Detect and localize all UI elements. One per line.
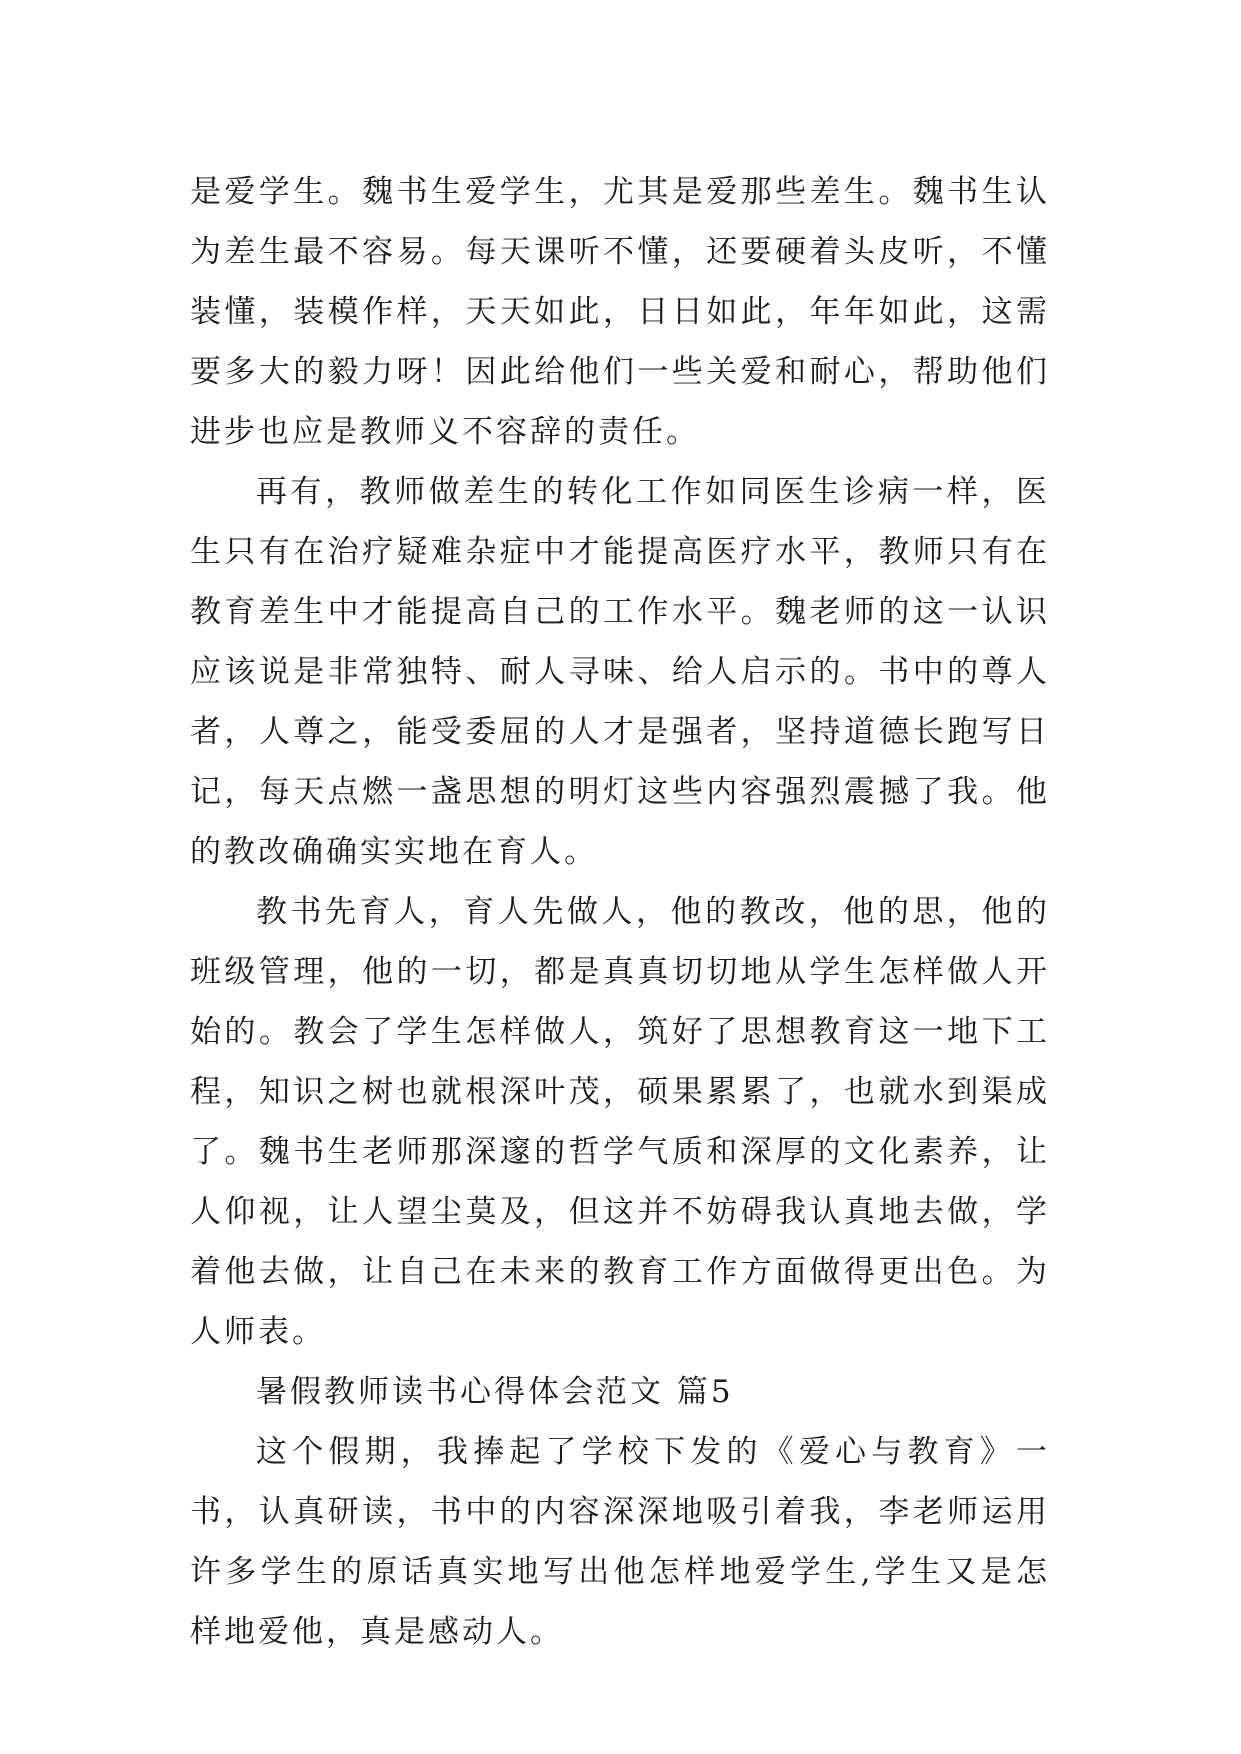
section-heading: 暑假教师读书心得体会范文 篇5 [256,1374,734,1410]
paragraph-4: 这个假期，我捧起了学校下发的《爱心与教育》一书，认真研读，书中的内容深深地吸引着我，李老师运用许多学生的原话真实地写出他怎样地爱学生,学生又是怎样地爱他，真是感动人。 [190,1434,1050,1650]
paragraph-1: 是爱学生。魏书生爱学生，尤其是爱那些差生。魏书生认为差生最不容易。每天课听不懂，还要硬着头皮听，不懂装懂，装模作样，天天如此，日日如此，年年如此，这需要多大的毅力呀！因此给他们一些关爱和耐心，帮助他们进步也应是教师义不容辞的责任。 [190,174,1050,450]
document-body [190,162,1050,1662]
paragraph-2: 再有，教师做差生的转化工作如同医生诊病一样，医生只有在治疗疑难杂症中才能提高医疗水平，教师只有在教育差生中才能提高自己的工作水平。魏老师的这一认识应该说是非常独特、耐人寻味、给人启示的。书中的尊人者，人尊之，能受委屈的人才是强者，坚持道德长跑写日记，每天点燃一盏思想的明灯这些内容强烈震撼了我。他的教改确确实实地在育人。 [190,474,1050,870]
paragraph-3: 教书先育人，育人先做人，他的教改，他的思，他的班级管理，他的一切，都是真真切切地从学生怎样做人开始的。教会了学生怎样做人，筑好了思想教育这一地下工程，知识之树也就根深叶茂，硕果累累了，也就水到渠成了。魏书生老师那深邃的哲学气质和深厚的文化素养，让人仰视，让人望尘莫及，但这并不妨碍我认真地去做，学着他去做，让自己在未来的教育工作方面做得更出色。为人师表。 [190,894,1050,1350]
